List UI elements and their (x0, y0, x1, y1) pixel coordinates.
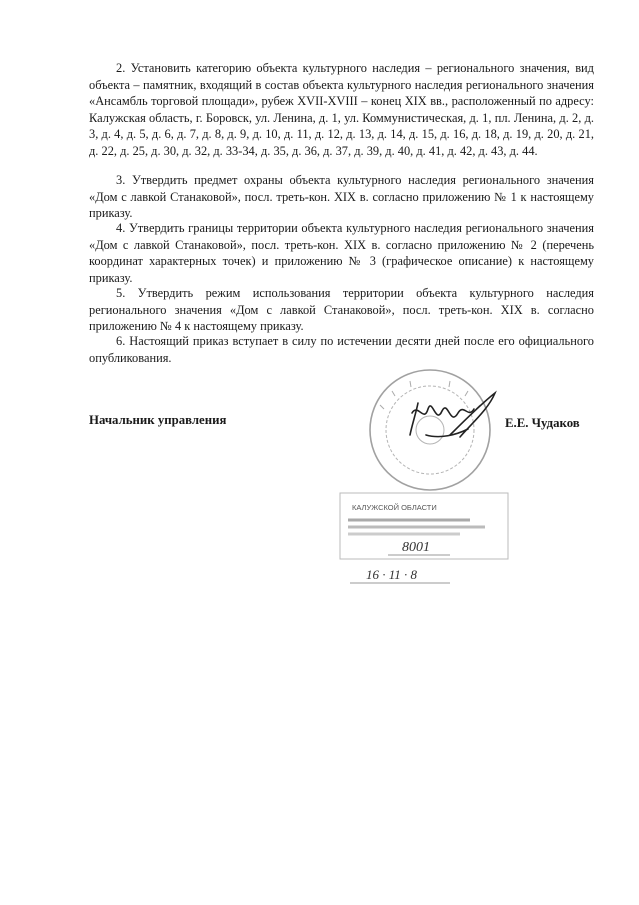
round-seal (370, 370, 490, 490)
paragraph-5: 5. Утвердить режим использования территории объекта культурного наследия регионального значения «Дом с лавкой Станаковой», посл. треть-кон. XIX в. согласно приложению № 4 к настоящему приказу. (89, 286, 594, 334)
registration-stamp (340, 493, 508, 583)
signatory-title: Начальник управления (89, 413, 227, 427)
stamp-header: КАЛУЖСКОЙ ОБЛАСТИ (352, 503, 437, 512)
paragraph-3: 3. Утвердить предмет охраны объекта культурного наследия регионального значения «Дом с лавкой Станаковой», посл. треть-кон. XIX в. согласно приложению № 1 к настоящему приказу. (89, 173, 594, 221)
stamp-date: 16 · 11 · 8 (366, 567, 418, 582)
signatory-name: Е.Е. Чудаков (505, 416, 580, 430)
stamp-number: 8001 (402, 540, 430, 555)
paragraph-2: 2. Установить категорию объекта культурного наследия – регионального значения, вид объекта – памятник, входящий в состав объекта культурного наследия регионального значения «Ансамбль торговой площади», рубеж XVII-XVIII – конец XIX вв., расположенный по адресу: Калужская область, г. Боровск, ул. Ленина, д. 1, ул. Коммунистическая, д. 1, пл. Ленина, д. 2, д. 3, д. 4, д. 5, д. 6, д. 7, д. 8, д. 9, д. 10, д. 11, д. 12, д. 13, д. 14, д. 15, д. 16, д. 18, д. 19, д. 20, д. 21, д. 22, д. 25, д. 30, д. 32, д. 33-34, д. 35, д. 36, д. 37, д. 39, д. 40, д. 41, д. 42, д. 43, д. 44. (89, 61, 594, 158)
paragraph-4: 4. Утвердить границы территории объекта культурного наследия регионального значения «Дом с лавкой Станаковой», посл. треть-кон. XIX в. согласно приложению № 2 (перечень координат характерных точек) и приложению № 3 (графическое описание) к настоящему приказу. (89, 221, 594, 285)
paragraph-6: 6. Настоящий приказ вступает в силу по истечении десяти дней после его официального опубликования. (89, 334, 594, 365)
official-stamp-and-signature (300, 365, 510, 600)
